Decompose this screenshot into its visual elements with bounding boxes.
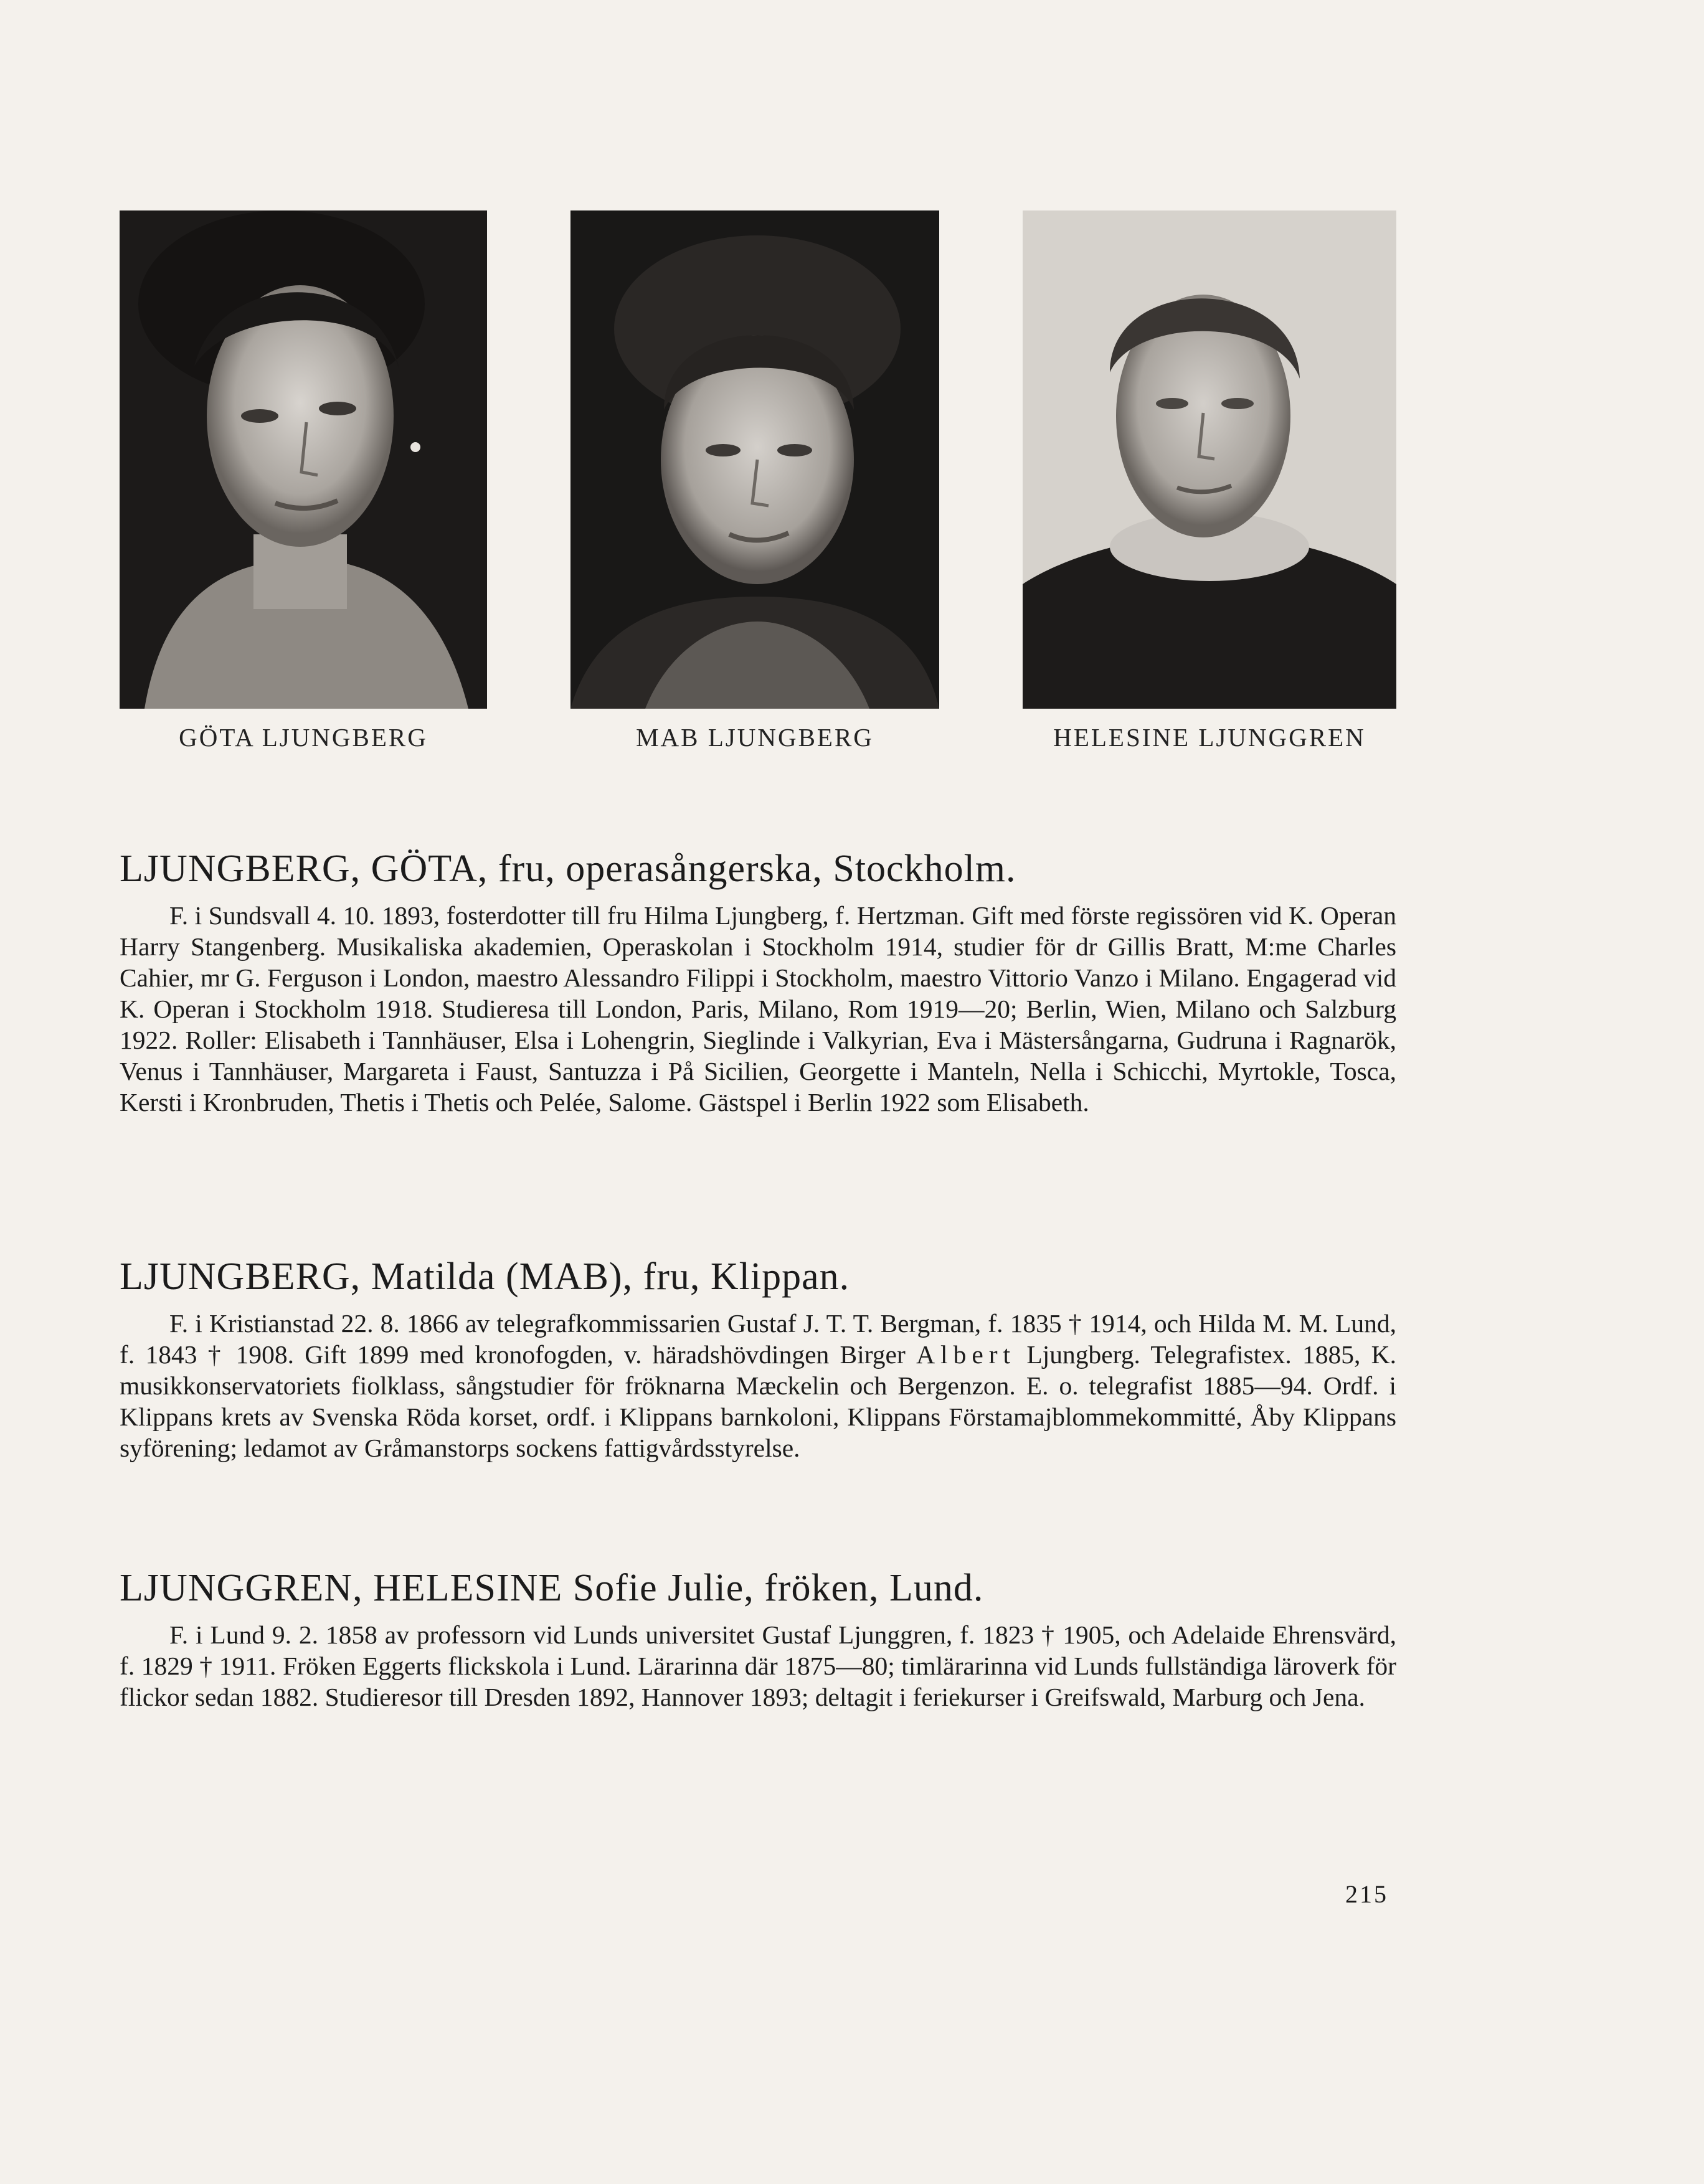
entry-body [120,1308,1396,1463]
portrait-gota-ljungberg [120,210,487,709]
portrait-caption: MAB LJUNGBERG [636,723,874,752]
entry-body-text: Ljungberg. Telegrafistex. 1885, K. musikkonservatoriets fiolklass, sångstudier för fröknarna Mæckelin och Bergenzon. E. o. telegrafist 1885—94. Ordf. i Klippans krets av Svenska Röda korset, ordf. i Klippans barnkoloni, Klippans Förstamajblommekommitté, Åby Klippans syförening; ledamot av Gråmanstorps sockens fattigvårdsstyrelse. [120,1340,1396,1462]
entry-heading: LJUNGBERG, GÖTA, fru, operasångerska, Stockholm. [120,848,1016,890]
page-number: 215 [1345,1880,1388,1908]
portrait-caption: GÖTA LJUNGBERG [179,723,428,752]
entry-body: F. i Lund 9. 2. 1858 av professorn vid Lunds universitet Gustaf Ljunggren, f. 1823 † 1905, och Adelaide Ehrensvärd, f. 1829 † 1911. Fröken Eggerts flickskola i Lund. Lärarinna där 1875—80; timlärarinna vid Lunds fullständiga läroverk för flickor sedan 1882. Studieresor till Dresden 1892, Hannover 1893; deltagit i feriekurser i Greifswald, Marburg och Jena. [120,1620,1396,1711]
portrait-mab-ljungberg [570,210,939,709]
biography-entry [120,844,1396,1118]
entry-body: F. i Sundsvall 4. 10. 1893, fosterdotter till fru Hilma Ljungberg, f. Hertzman. Gift med förste regissören vid K. Operan Harry Stangenberg. Musikaliska akademien, Operaskolan i Stockholm 1914, studier för dr Gillis Bratt, M:me Charles Cahier, mr G. Ferguson i London, maestro Alessandro Filippi i Stockholm, maestro Vittorio Vanzo i Milano. Engagerad vid K. Operan i Stockholm 1918. Studieresa till London, Paris, Milano, Rom 1919—20; Berlin, Wien, Milano och Salzburg 1922. Roller: Elisabeth i Tannhäuser, Elsa i Lohengrin, Sieglinde i Valkyrian, Eva i Mästersångarna, Gudruna i Ragnarök, Venus i Tannhäuser, Margareta i Faust, Santuzza i På Sicilien, Georgette i Manteln, Nella i Schicchi, Myrtokle, Tosca, Kersti i Kronbruden, Thetis i Thetis och Pelée, Salome. Gästspel i Berlin 1922 som Elisabeth. [120,901,1396,1117]
portrait-helesine-ljunggren [1023,210,1396,709]
biography-entry [120,1252,1396,1463]
entry-body-text: F. i Kristianstad 22. 8. 1866 av telegrafkommissarien Gustaf J. T. T. Bergman, f. 1835 † 1914, och Hilda M. M. Lund, f. 1843 † 1908. Gift 1899 med kronofogden, v. häradshövdingen Birger [120,1309,1396,1369]
portrait-caption: HELESINE LJUNGGREN [1053,723,1366,752]
entry-heading: LJUNGBERG, Matilda (MAB), fru, Klippan. [120,1255,850,1298]
biography-entry [120,1563,1396,1713]
entry-body-spaced-name: Albert [916,1340,1016,1369]
entry-heading: LJUNGGREN, HELESINE Sofie Julie, fröken, Lund. [120,1567,984,1609]
